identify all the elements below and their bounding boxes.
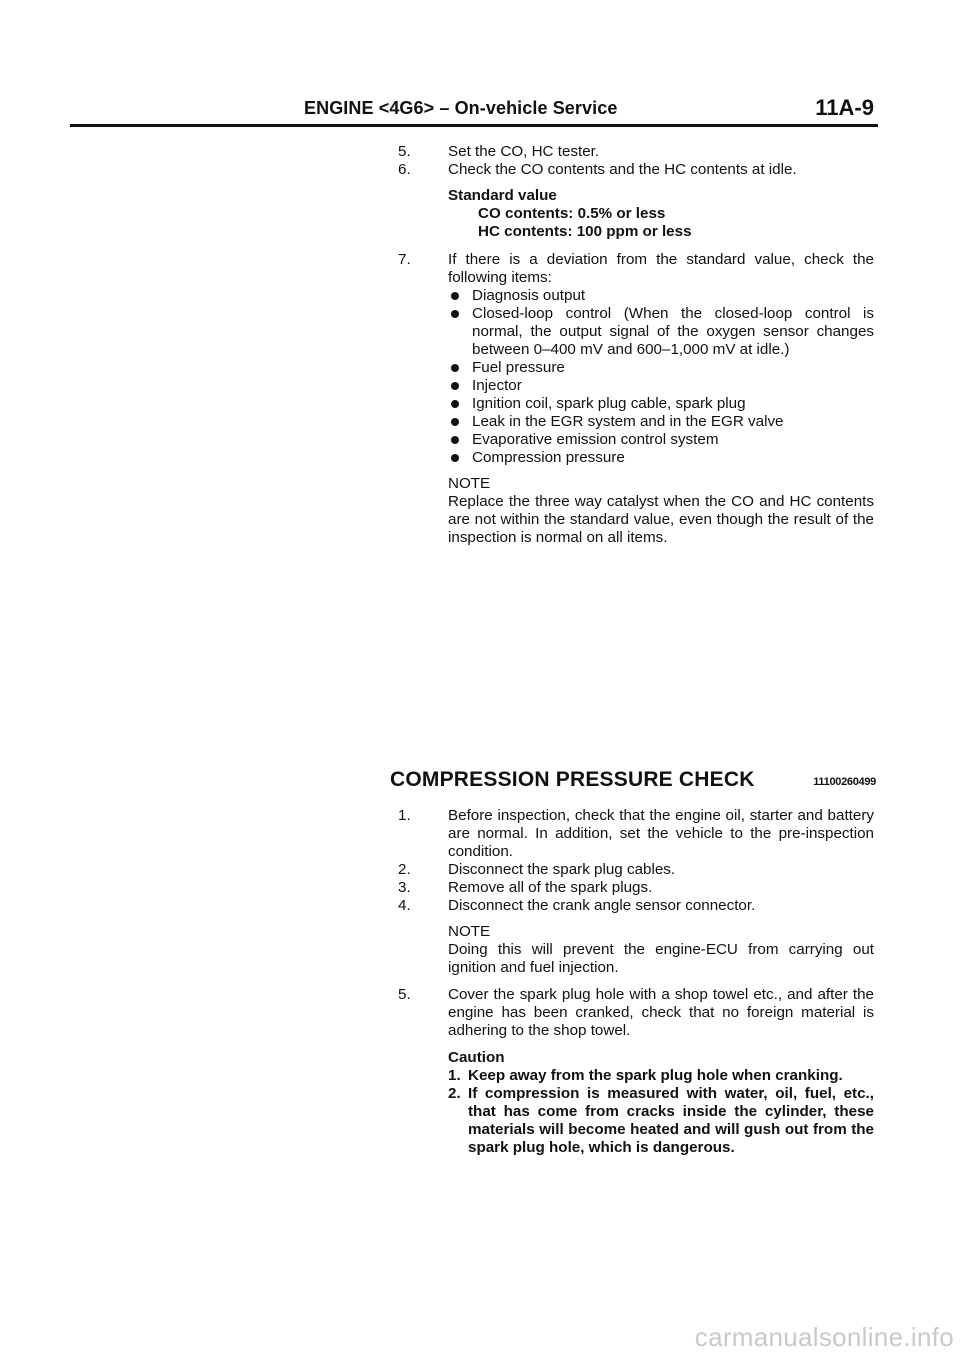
bullet-icon — [451, 364, 459, 372]
step-5 — [398, 143, 874, 161]
step-5-cover — [398, 986, 874, 1040]
step-number: 5. — [398, 143, 411, 160]
hc-contents: HC contents: 100 ppm or less — [478, 223, 692, 240]
bullet-icon — [451, 436, 459, 444]
step-1 — [398, 807, 874, 861]
upper-content — [398, 143, 874, 547]
caution-number: 1. — [448, 1067, 461, 1084]
step-text: Cover the spark plug hole with a shop towel etc., and after the engine has been cranked, check that no foreign material is adhering to the shop towel. — [448, 986, 874, 1039]
caution-text: If compression is measured with water, oil, fuel, etc., that has come from cracks inside the cylinder, these materials will become heated and will gush out from the spark plug hole, which is dangerous. — [468, 1085, 874, 1156]
bullet-icon — [451, 418, 459, 426]
step-text: Set the CO, HC tester. — [448, 143, 600, 160]
header-title: ENGINE <4G6> – On-vehicle Service — [304, 98, 618, 118]
list-item: Evaporative emission control system — [448, 431, 874, 449]
section-heading — [390, 768, 876, 798]
page-header — [70, 96, 876, 122]
co-contents: CO contents: 0.5% or less — [478, 205, 666, 222]
caution-text: Keep away from the spark plug hole when cranking. — [468, 1067, 843, 1084]
step-number: 2. — [398, 861, 411, 878]
step-number: 1. — [398, 807, 411, 824]
step-text: Check the CO contents and the HC contents at idle. — [448, 161, 797, 178]
step-6 — [398, 161, 874, 179]
step-4 — [398, 897, 874, 915]
list-item: Fuel pressure — [448, 359, 874, 377]
step-text: Disconnect the spark plug cables. — [448, 861, 676, 878]
caution-number: 2. — [448, 1085, 461, 1102]
step-number: 7. — [398, 251, 411, 268]
step-text: If there is a deviation from the standard value, check the following items: — [448, 251, 874, 286]
watermark: carmanualsonline.info — [694, 1322, 954, 1352]
list-item: Injector — [448, 377, 874, 395]
caution-item — [398, 1085, 874, 1157]
lower-content — [398, 807, 874, 1157]
step-text: Before inspection, check that the engine oil, starter and battery are normal. In addition, set the vehicle to the pre-inspection condition. — [448, 807, 874, 860]
page-number: 11A-9 — [815, 95, 874, 120]
section-code: 11100260499 — [813, 776, 876, 788]
note-text: Replace the three way catalyst when the CO and HC contents are not within the standard value, even though the result of the inspection is normal on all items. — [448, 493, 874, 546]
bullet-icon — [451, 310, 459, 318]
header-rule — [70, 124, 878, 127]
step-number: 6. — [398, 161, 411, 178]
bullet-icon — [451, 454, 459, 462]
list-item: Ignition coil, spark plug cable, spark plug — [448, 395, 874, 413]
caution-item — [398, 1067, 874, 1085]
section-title: COMPRESSION PRESSURE CHECK — [390, 768, 755, 791]
standard-value-label: Standard value — [448, 187, 557, 204]
caution-label: Caution — [448, 1049, 505, 1066]
bullet-icon — [451, 292, 459, 300]
step-number: 3. — [398, 879, 411, 896]
step-number: 4. — [398, 897, 411, 914]
list-item: Closed-loop control (When the closed-loop control is normal, the output signal of the oxygen sensor changes between 0–400 mV and 600–1,000 mV at idle.) — [448, 305, 874, 359]
step-2 — [398, 861, 874, 879]
step-number: 5. — [398, 986, 411, 1003]
note-label: NOTE — [448, 923, 491, 940]
list-item: Leak in the EGR system and in the EGR valve — [448, 413, 874, 431]
note-text: Doing this will prevent the engine-ECU from carrying out ignition and fuel injection. — [448, 941, 874, 976]
list-item: Compression pressure — [448, 449, 874, 467]
note-label: NOTE — [448, 475, 491, 492]
step-text: Remove all of the spark plugs. — [448, 879, 653, 896]
check-items-list — [398, 287, 874, 467]
bullet-icon — [451, 382, 459, 390]
step-7 — [398, 251, 874, 287]
bullet-icon — [451, 400, 459, 408]
step-3 — [398, 879, 874, 897]
step-text: Disconnect the crank angle sensor connector. — [448, 897, 756, 914]
list-item: Diagnosis output — [448, 287, 874, 305]
